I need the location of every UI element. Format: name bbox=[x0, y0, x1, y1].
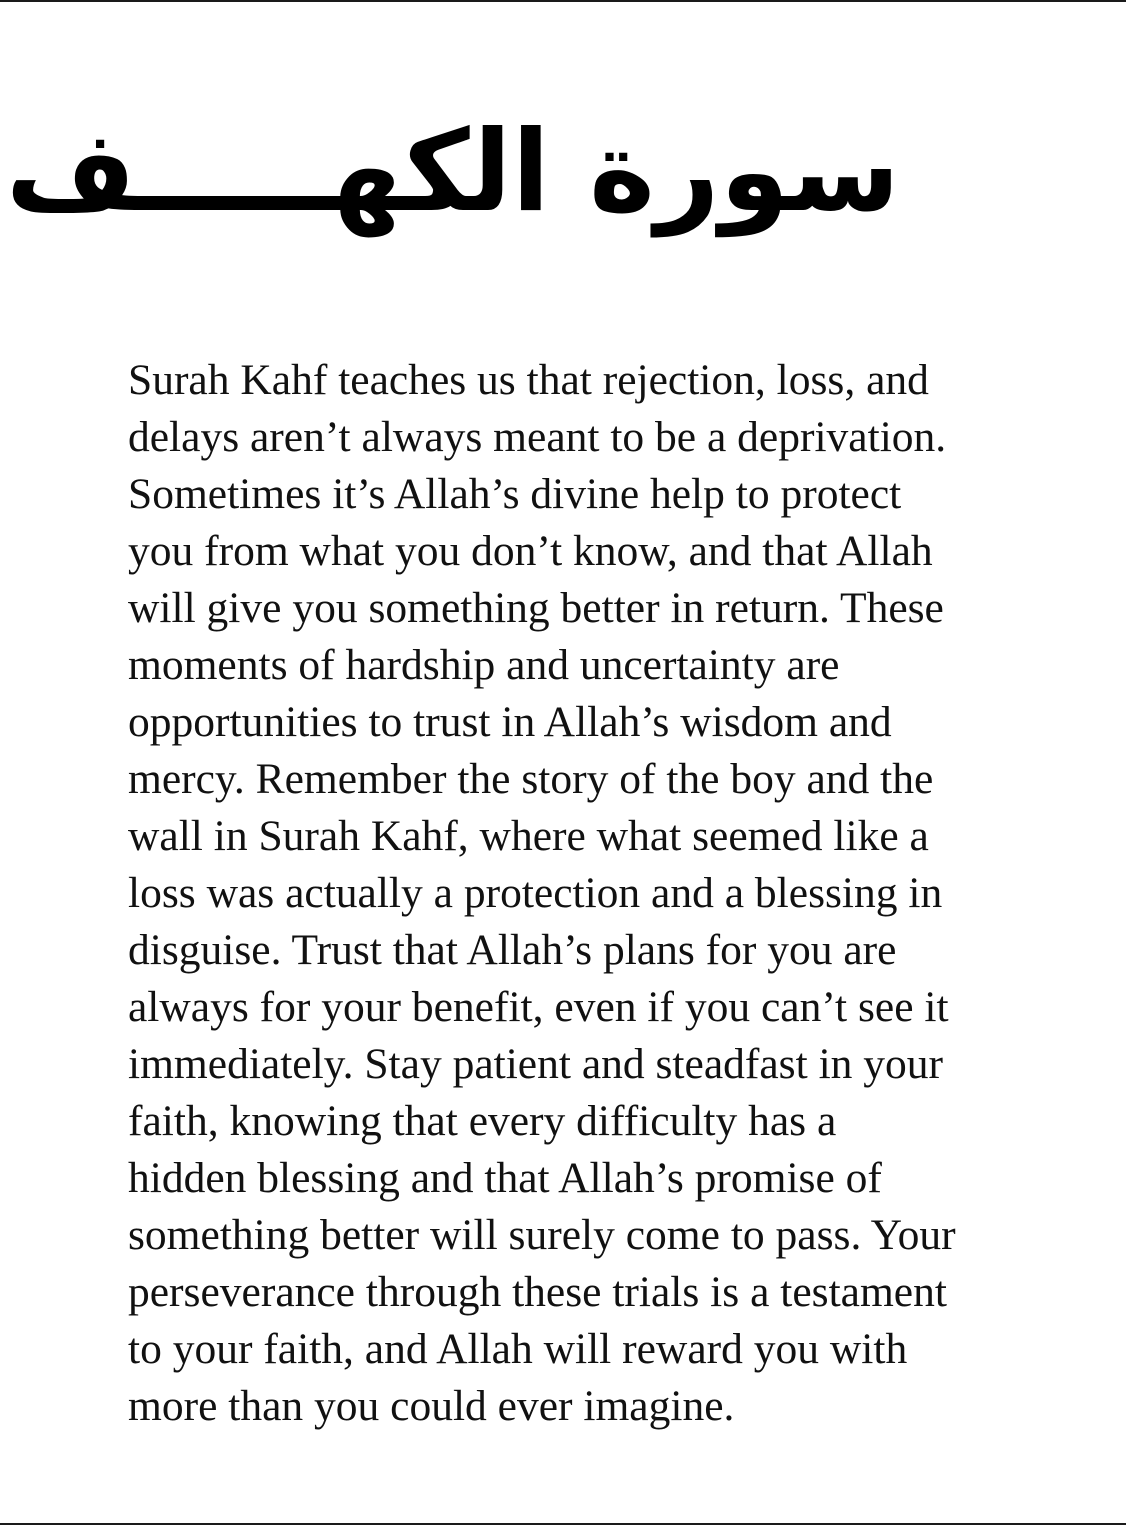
text-line: immediately. Stay patient and steadfast in your bbox=[128, 1040, 944, 1088]
text-line: something better will surely come to pass. Your bbox=[128, 1211, 956, 1259]
text-line: faith, knowing that every difficulty has a bbox=[128, 1097, 837, 1145]
text-line: you from what you don’t know, and that Allah bbox=[128, 527, 933, 575]
text-line: mercy. Remember the story of the boy and the bbox=[128, 755, 934, 803]
top-border bbox=[0, 0, 1126, 2]
text-line: delays aren’t always meant to be a deprivation. bbox=[128, 413, 947, 461]
text-line: moments of hardship and uncertainty are bbox=[128, 641, 840, 689]
text-line: Surah Kahf teaches us that rejection, loss, and bbox=[128, 356, 929, 404]
body-paragraph bbox=[128, 352, 1008, 1435]
text-line: disguise. Trust that Allah’s plans for you are bbox=[128, 926, 897, 974]
text-line: always for your benefit, even if you can’t see it bbox=[128, 983, 949, 1031]
text-line: wall in Surah Kahf, where what seemed like a bbox=[128, 812, 929, 860]
text-line: to your faith, and Allah will reward you with bbox=[128, 1325, 908, 1373]
text-line: loss was actually a protection and a blessing in bbox=[128, 869, 943, 917]
text-line: hidden blessing and that Allah’s promise of bbox=[128, 1154, 882, 1202]
text-line: opportunities to trust in Allah’s wisdom and bbox=[128, 698, 892, 746]
text-line: perseverance through these trials is a testament bbox=[128, 1268, 947, 1316]
arabic-title: سورة الكهـــــف bbox=[5, 107, 900, 237]
bottom-border bbox=[0, 1523, 1126, 1525]
text-line: will give you something better in return. These bbox=[128, 584, 944, 632]
text-line: Sometimes it’s Allah’s divine help to protect bbox=[128, 470, 902, 518]
text-line: more than you could ever imagine. bbox=[128, 1382, 735, 1430]
